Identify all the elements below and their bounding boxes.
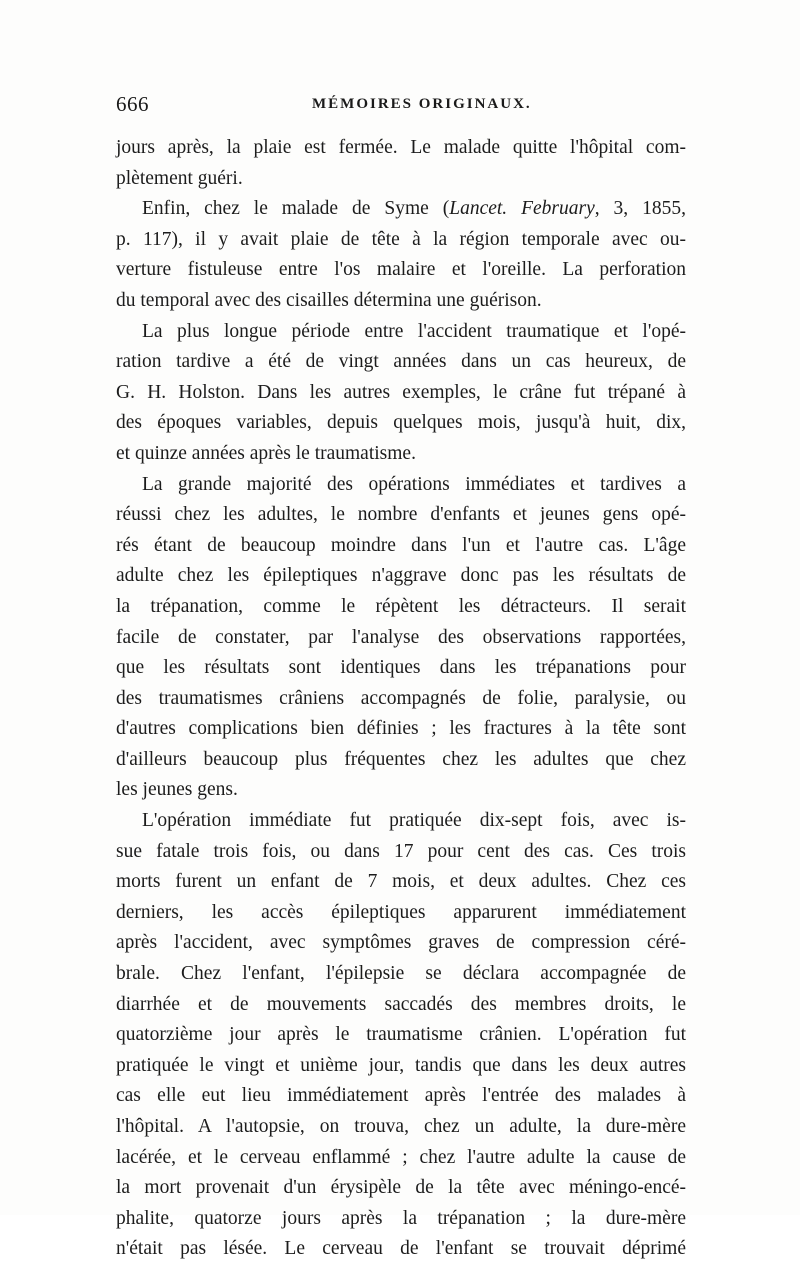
text-line: n'était pas lésée. Le cerveau de l'enfant se trouvait déprimé xyxy=(116,1238,686,1260)
journal-citation: Lancet. February xyxy=(449,198,595,220)
text-line: les jeunes gens. xyxy=(116,779,238,801)
text-line: brale. Chez l'enfant, l'épilepsie se déclara accompagnée de xyxy=(116,963,686,985)
text-line: sue fatale trois fois, ou dans 17 pour cent des cas. Ces trois xyxy=(116,840,686,862)
text-line: facile de constater, par l'analyse des observations rapportées, xyxy=(116,626,686,648)
text-line: Enfin, chez le malade de Syme (Lancet. February, 3, 1855, xyxy=(142,198,686,220)
running-head xyxy=(116,92,686,122)
running-title: MÉMOIRES ORIGINAUX. xyxy=(312,96,532,112)
text-line: la trépanation, comme le répètent les détracteurs. Il serait xyxy=(116,595,686,617)
text-line: après l'accident, avec symptômes graves de compression céré- xyxy=(116,932,686,954)
text-line: p. 117), il y avait plaie de tête à la région temporale avec ou- xyxy=(116,228,686,250)
text-line: la mort provenait d'un érysipèle de la tête avec méningo-encé- xyxy=(116,1177,686,1199)
text-line: morts furent un enfant de 7 mois, et deux adultes. Chez ces xyxy=(116,871,686,893)
text-line: verture fistuleuse entre l'os malaire et l'oreille. La perforation xyxy=(116,259,686,281)
text-line: l'hôpital. A l'autopsie, on trouva, chez un adulte, la dure-mère xyxy=(116,1116,686,1137)
text-line: cas elle eut lieu immédiatement après l'entrée des malades à xyxy=(116,1085,686,1107)
text-line: jours après, la plaie est fermée. Le malade quitte l'hôpital com- xyxy=(116,137,686,158)
text-line: phalite, quatorze jours après la trépanation ; la dure-mère xyxy=(116,1207,686,1229)
text-line: réussi chez les adultes, le nombre d'enfants et jeunes gens opé- xyxy=(116,504,686,526)
text-line: adulte chez les épileptiques n'aggrave donc pas les résultats de xyxy=(116,565,686,587)
text-line: plètement guéri. xyxy=(116,167,243,189)
text-line: ration tardive a été de vingt années dans un cas heureux, de xyxy=(116,351,686,373)
text-line: rés étant de beaucoup moindre dans l'un et l'autre cas. L'âge xyxy=(116,534,686,556)
text-line: La grande majorité des opérations immédiates et tardives a xyxy=(142,473,686,495)
text-line: L'opération immédiate fut pratiquée dix-sept fois, avec is- xyxy=(142,810,686,832)
page-number: 666 xyxy=(116,92,149,116)
text-line: et quinze années après le traumatisme. xyxy=(116,442,416,464)
text-line: derniers, les accès épileptiques apparurent immédiatement xyxy=(116,901,686,923)
text-line: que les résultats sont identiques dans les trépanations pour xyxy=(116,657,686,679)
text-line: pratiquée le vingt et unième jour, tandis que dans les deux autres xyxy=(116,1054,686,1076)
text-line: G. H. Holston. Dans les autres exemples, le crâne fut trépané à xyxy=(116,381,686,403)
text-line: des traumatismes crâniens accompagnés de folie, paralysie, ou xyxy=(116,687,686,709)
text-line: La plus longue période entre l'accident traumatique et l'opé- xyxy=(142,320,686,342)
text-line: du temporal avec des cisailles détermina une guérison. xyxy=(116,289,542,311)
text-line: quatorzième jour après le traumatisme crânien. L'opération fut xyxy=(116,1024,686,1046)
text-line: lacérée, et le cerveau enflammé ; chez l'autre adulte la cause de xyxy=(116,1146,686,1168)
text-line: d'ailleurs beaucoup plus fréquentes chez les adultes que chez xyxy=(116,748,686,770)
text-line: diarrhée et de mouvements saccadés des membres droits, le xyxy=(116,993,686,1015)
body-text xyxy=(116,133,686,1265)
text-line: des époques variables, depuis quelques mois, jusqu'à huit, dix, xyxy=(116,412,686,434)
text-line: d'autres complications bien définies ; les fractures à la tête sont xyxy=(116,718,686,740)
